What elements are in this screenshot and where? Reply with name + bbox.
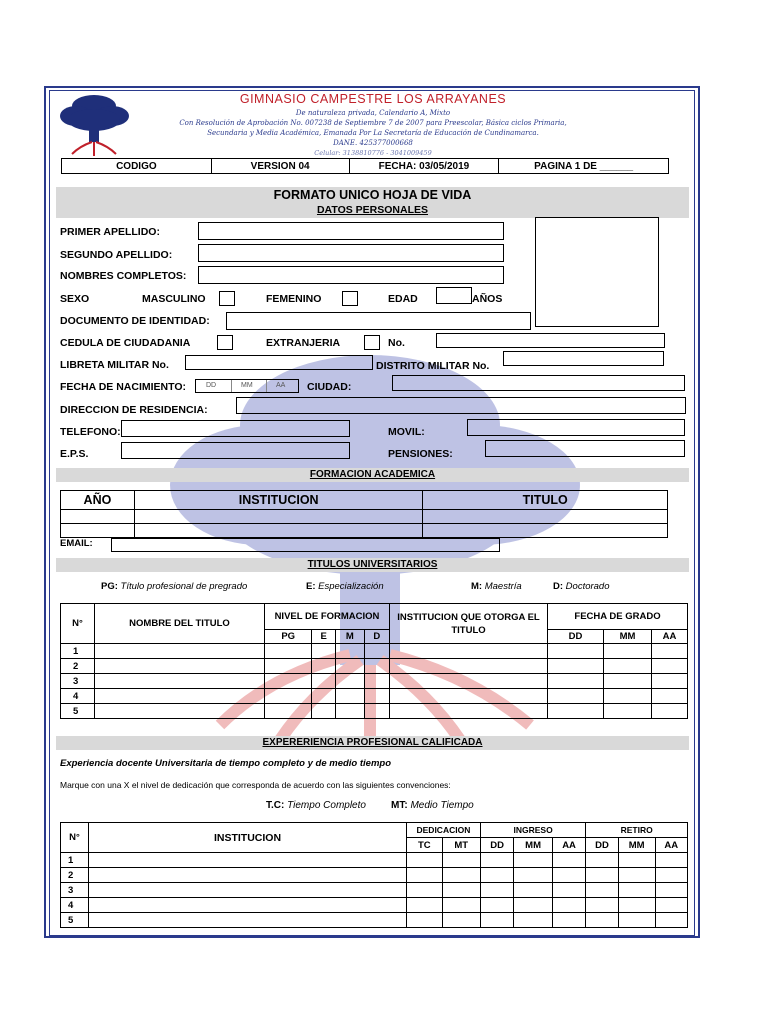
femenino-checkbox[interactable] <box>342 291 358 306</box>
sub-mm: MM <box>604 630 652 644</box>
table-cell[interactable] <box>552 853 586 868</box>
email-field[interactable] <box>111 538 500 552</box>
label-nombres: NOMBRES COMPLETOS: <box>60 270 187 282</box>
tree-logo-icon <box>58 92 130 158</box>
label-edad: EDAD <box>388 293 418 305</box>
sub-mt: MT <box>442 838 480 853</box>
col-dedicacion: DEDICACION <box>407 823 481 838</box>
title-band <box>56 187 689 218</box>
table-cell[interactable] <box>364 689 389 704</box>
experience-instruction: Marque con una X el nivel de dedicación que corresponda de acuerdo con las siguientes convenciones: <box>60 780 451 790</box>
table-cell[interactable] <box>552 913 586 928</box>
table-cell[interactable] <box>95 644 265 659</box>
form-title: FORMATO UNICO HOJA DE VIDA <box>273 188 472 202</box>
page-cell: PAGINA 1 DE ______ <box>499 159 669 174</box>
divider <box>231 380 232 392</box>
table-cell[interactable] <box>423 510 668 524</box>
direccion-field[interactable] <box>236 397 686 414</box>
table-cell[interactable] <box>586 868 618 883</box>
label-email: EMAIL: <box>60 538 93 549</box>
row-number: 3 <box>61 674 95 689</box>
extranjeria-checkbox[interactable] <box>364 335 380 350</box>
sub-dd: DD <box>480 838 514 853</box>
table-cell[interactable] <box>655 868 687 883</box>
table-cell[interactable] <box>134 524 423 538</box>
table-cell[interactable] <box>89 868 407 883</box>
table-cell[interactable] <box>604 644 652 659</box>
table-cell[interactable] <box>407 913 443 928</box>
table-cell[interactable] <box>480 853 514 868</box>
sub-dd: DD <box>548 630 604 644</box>
documento-numero-field[interactable] <box>436 333 665 348</box>
dd-placeholder: DD <box>206 382 217 389</box>
table-cell[interactable] <box>312 659 336 674</box>
table-cell[interactable] <box>134 510 423 524</box>
label-telefono: TELEFONO: <box>60 426 121 438</box>
label-movil: MOVIL: <box>388 426 425 438</box>
sub-e: E <box>312 630 336 644</box>
code-cell: CODIGO <box>62 159 212 174</box>
table-cell[interactable] <box>604 689 652 704</box>
table-cell[interactable] <box>442 853 480 868</box>
table-cell[interactable] <box>364 644 389 659</box>
sub-aa: AA <box>552 838 586 853</box>
legend-code: D: <box>553 581 564 592</box>
experience-section-title: EXPERERIENCIA PROFESIONAL CALIFICADA <box>262 737 483 748</box>
table-cell[interactable] <box>618 898 655 913</box>
label-sexo: SEXO <box>60 293 90 305</box>
table-cell[interactable] <box>655 883 687 898</box>
legend-text: Doctorado <box>565 581 610 592</box>
legend-pg <box>101 581 247 592</box>
table-row <box>61 644 688 659</box>
conv-tc-text: Tiempo Completo <box>287 800 366 811</box>
table-cell[interactable] <box>548 689 604 704</box>
table-row <box>61 524 668 538</box>
label-nacimiento: FECHA DE NACIMIENTO: <box>60 381 186 393</box>
table-cell[interactable] <box>89 913 407 928</box>
academic-section-title: FORMACION ACADEMICA <box>309 469 436 480</box>
nombres-field[interactable] <box>198 266 504 284</box>
label-segundo-apellido: SEGUNDO APELLIDO: <box>60 249 173 261</box>
convention-mt <box>391 800 474 811</box>
row-number: 1 <box>61 853 89 868</box>
table-cell[interactable] <box>552 898 586 913</box>
table-cell[interactable] <box>655 913 687 928</box>
label-femenino: FEMENINO <box>266 293 322 305</box>
table-cell[interactable] <box>89 883 407 898</box>
table-cell[interactable] <box>652 644 688 659</box>
cedula-checkbox[interactable] <box>217 335 233 350</box>
sub-d: D <box>364 630 389 644</box>
sub-dd: DD <box>586 838 618 853</box>
legend-text: Maestría <box>484 581 522 592</box>
table-cell[interactable] <box>265 644 312 659</box>
table-cell[interactable] <box>312 704 336 719</box>
table-cell[interactable] <box>618 883 655 898</box>
col-ingreso: INGRESO <box>480 823 586 838</box>
version-cell: VERSION 04 <box>211 159 349 174</box>
table-row <box>61 689 688 704</box>
col-n: N° <box>61 823 89 853</box>
label-distrito: DISTRITO MILITAR No. <box>376 360 490 372</box>
col-institucion: INSTITUCION <box>89 823 407 853</box>
table-cell[interactable] <box>618 868 655 883</box>
table-cell[interactable] <box>335 659 364 674</box>
code-bar <box>61 158 669 174</box>
label-extranjeria: EXTRANJERIA <box>266 337 341 349</box>
experience-table <box>60 822 688 928</box>
table-cell[interactable] <box>655 898 687 913</box>
table-cell[interactable] <box>335 689 364 704</box>
row-number: 3 <box>61 883 89 898</box>
telefono-field[interactable] <box>121 420 350 437</box>
row-number: 1 <box>61 644 95 659</box>
legend-code: E: <box>306 581 316 592</box>
table-cell[interactable] <box>480 913 514 928</box>
table-cell[interactable] <box>552 883 586 898</box>
table-cell[interactable] <box>335 644 364 659</box>
table-cell[interactable] <box>95 689 265 704</box>
label-primer-apellido: PRIMER APELLIDO: <box>60 226 160 238</box>
table-cell[interactable] <box>652 659 688 674</box>
sub-aa: AA <box>655 838 687 853</box>
col-institucion: INSTITUCION <box>134 491 423 510</box>
table-cell[interactable] <box>514 913 552 928</box>
label-masculino: MASCULINO <box>142 293 206 305</box>
table-cell[interactable] <box>407 853 443 868</box>
legend-code: M: <box>471 581 483 592</box>
table-cell[interactable] <box>442 883 480 898</box>
label-ciudad: CIUDAD: <box>307 381 352 393</box>
col-ano: AÑO <box>61 491 135 510</box>
table-cell[interactable] <box>61 510 135 524</box>
header-line-5: Celular: 3138810776 - 3041009459 <box>314 149 432 157</box>
label-pensiones: PENSIONES: <box>388 448 453 460</box>
date-cell: FECHA: 03/05/2019 <box>349 159 499 174</box>
label-anos: AÑOS <box>472 293 503 305</box>
col-n: N° <box>61 604 95 644</box>
table-cell[interactable] <box>514 883 552 898</box>
label-eps: E.P.S. <box>60 448 89 460</box>
table-cell[interactable] <box>442 913 480 928</box>
academic-band <box>56 468 689 482</box>
experience-subtitle: Experiencia docente Universitaria de tiempo completo y de medio tiempo <box>60 758 392 769</box>
table-cell[interactable] <box>652 704 688 719</box>
table-cell[interactable] <box>61 524 135 538</box>
col-nombre-titulo: NOMBRE DEL TITULO <box>95 604 265 644</box>
legend-text: Título profesional de pregrado <box>120 581 248 592</box>
table-cell[interactable] <box>480 868 514 883</box>
table-cell[interactable] <box>364 659 389 674</box>
label-no: No. <box>388 337 405 349</box>
table-cell[interactable] <box>552 868 586 883</box>
sub-tc: TC <box>407 838 443 853</box>
sub-m: M <box>335 630 364 644</box>
personal-section-title: DATOS PERSONALES <box>316 204 429 216</box>
edad-field[interactable] <box>436 287 472 304</box>
header-line-2: Con Resolución de Aprobación No. 007238 de Septiembre 7 de 2007 para Preescolar, Básica ciclos Primaria, <box>179 119 567 127</box>
school-header <box>150 92 596 158</box>
table-row <box>61 659 688 674</box>
table-cell[interactable] <box>618 913 655 928</box>
table-cell[interactable] <box>480 898 514 913</box>
row-number: 4 <box>61 898 89 913</box>
table-cell[interactable] <box>390 704 548 719</box>
university-table <box>60 603 688 719</box>
table-cell[interactable] <box>407 868 443 883</box>
table-cell[interactable] <box>442 898 480 913</box>
table-cell[interactable] <box>335 674 364 689</box>
label-documento: DOCUMENTO DE IDENTIDAD: <box>60 315 210 327</box>
col-nivel-formacion: NIVEL DE FORMACION <box>265 604 390 630</box>
table-cell[interactable] <box>548 659 604 674</box>
legend-text: Especialización <box>318 581 384 592</box>
table-cell[interactable] <box>586 898 618 913</box>
table-cell[interactable] <box>514 898 552 913</box>
table-cell[interactable] <box>312 689 336 704</box>
movil-field[interactable] <box>467 419 685 436</box>
label-direccion: DIRECCION DE RESIDENCIA: <box>60 404 208 416</box>
table-cell[interactable] <box>480 883 514 898</box>
header-line-4: DANE. 425377000668 <box>333 139 413 147</box>
table-cell[interactable] <box>586 913 618 928</box>
photo-box[interactable] <box>535 217 659 327</box>
header-line-1: De naturaleza privada, Calendario A, Mixto <box>295 109 451 117</box>
row-number: 5 <box>61 704 95 719</box>
table-row <box>61 883 688 898</box>
table-cell[interactable] <box>95 704 265 719</box>
table-row <box>61 913 688 928</box>
documento-field[interactable] <box>226 312 531 330</box>
eps-field[interactable] <box>121 442 350 459</box>
sub-mm: MM <box>618 838 655 853</box>
mm-placeholder: MM <box>241 382 253 389</box>
table-cell[interactable] <box>312 644 336 659</box>
table-cell[interactable] <box>655 853 687 868</box>
university-section-title: TITULOS UNIVERSITARIOS <box>307 559 438 570</box>
academic-table <box>60 490 668 538</box>
aa-placeholder: AA <box>276 382 286 389</box>
table-cell[interactable] <box>335 704 364 719</box>
table-cell[interactable] <box>514 853 552 868</box>
col-fecha-grado: FECHA DE GRADO <box>548 604 688 630</box>
row-number: 5 <box>61 913 89 928</box>
school-name: GIMNASIO CAMPESTRE LOS ARRAYANES <box>239 92 507 106</box>
table-cell[interactable] <box>618 853 655 868</box>
legend-e <box>306 581 384 592</box>
label-libreta: LIBRETA MILITAR No. <box>60 359 169 371</box>
row-number: 2 <box>61 659 95 674</box>
table-row <box>61 853 688 868</box>
primer-apellido-field[interactable] <box>198 222 504 240</box>
table-cell[interactable] <box>95 659 265 674</box>
table-cell[interactable] <box>652 674 688 689</box>
header-line-3: Secundaria y Media Académica, Emanada Por La Secretaría de Educación de Cundinamarca. <box>207 129 539 137</box>
legend-code: PG: <box>101 581 118 592</box>
table-cell[interactable] <box>390 674 548 689</box>
table-cell[interactable] <box>548 674 604 689</box>
table-cell[interactable] <box>89 853 407 868</box>
table-cell[interactable] <box>390 644 548 659</box>
table-cell[interactable] <box>423 524 668 538</box>
table-cell[interactable] <box>604 674 652 689</box>
table-cell[interactable] <box>265 689 312 704</box>
nacimiento-field[interactable] <box>195 379 299 393</box>
table-cell[interactable] <box>312 674 336 689</box>
masculino-checkbox[interactable] <box>219 291 235 306</box>
table-cell[interactable] <box>548 704 604 719</box>
table-row <box>61 898 688 913</box>
sub-pg: PG <box>265 630 312 644</box>
table-cell[interactable] <box>265 674 312 689</box>
table-cell[interactable] <box>604 659 652 674</box>
table-row <box>61 704 688 719</box>
conv-mt-code: MT: <box>391 800 408 811</box>
sub-mm: MM <box>514 838 552 853</box>
table-cell[interactable] <box>265 704 312 719</box>
table-cell[interactable] <box>652 689 688 704</box>
segundo-apellido-field[interactable] <box>198 244 504 262</box>
distrito-field[interactable] <box>503 351 664 366</box>
legend-m <box>471 581 522 592</box>
table-cell[interactable] <box>586 883 618 898</box>
table-cell[interactable] <box>407 898 443 913</box>
table-cell[interactable] <box>514 868 552 883</box>
pensiones-field[interactable] <box>485 440 685 457</box>
table-cell[interactable] <box>407 883 443 898</box>
table-cell[interactable] <box>390 659 548 674</box>
divider <box>266 380 267 392</box>
row-number: 4 <box>61 689 95 704</box>
row-number: 2 <box>61 868 89 883</box>
col-titulo: TITULO <box>423 491 668 510</box>
ciudad-field[interactable] <box>392 375 685 391</box>
table-cell[interactable] <box>604 704 652 719</box>
table-cell[interactable] <box>364 704 389 719</box>
university-band <box>56 558 689 572</box>
table-cell[interactable] <box>586 853 618 868</box>
label-cedula: CEDULA DE CIUDADANIA <box>60 337 191 349</box>
table-cell[interactable] <box>265 659 312 674</box>
conv-tc-code: T.C: <box>266 800 285 811</box>
table-cell[interactable] <box>442 868 480 883</box>
legend-d <box>553 581 610 592</box>
table-row <box>61 510 668 524</box>
table-cell[interactable] <box>364 674 389 689</box>
table-cell[interactable] <box>390 689 548 704</box>
libreta-field[interactable] <box>185 355 373 370</box>
col-retiro: RETIRO <box>586 823 688 838</box>
table-row <box>61 868 688 883</box>
convention-tc <box>266 800 366 811</box>
conv-mt-text: Medio Tiempo <box>410 800 474 811</box>
table-row <box>61 674 688 689</box>
table-cell[interactable] <box>95 674 265 689</box>
experience-band <box>56 736 689 750</box>
table-cell[interactable] <box>89 898 407 913</box>
col-institucion-otorga: INSTITUCION QUE OTORGA EL TITULO <box>390 604 548 644</box>
table-cell[interactable] <box>548 644 604 659</box>
sub-aa: AA <box>652 630 688 644</box>
